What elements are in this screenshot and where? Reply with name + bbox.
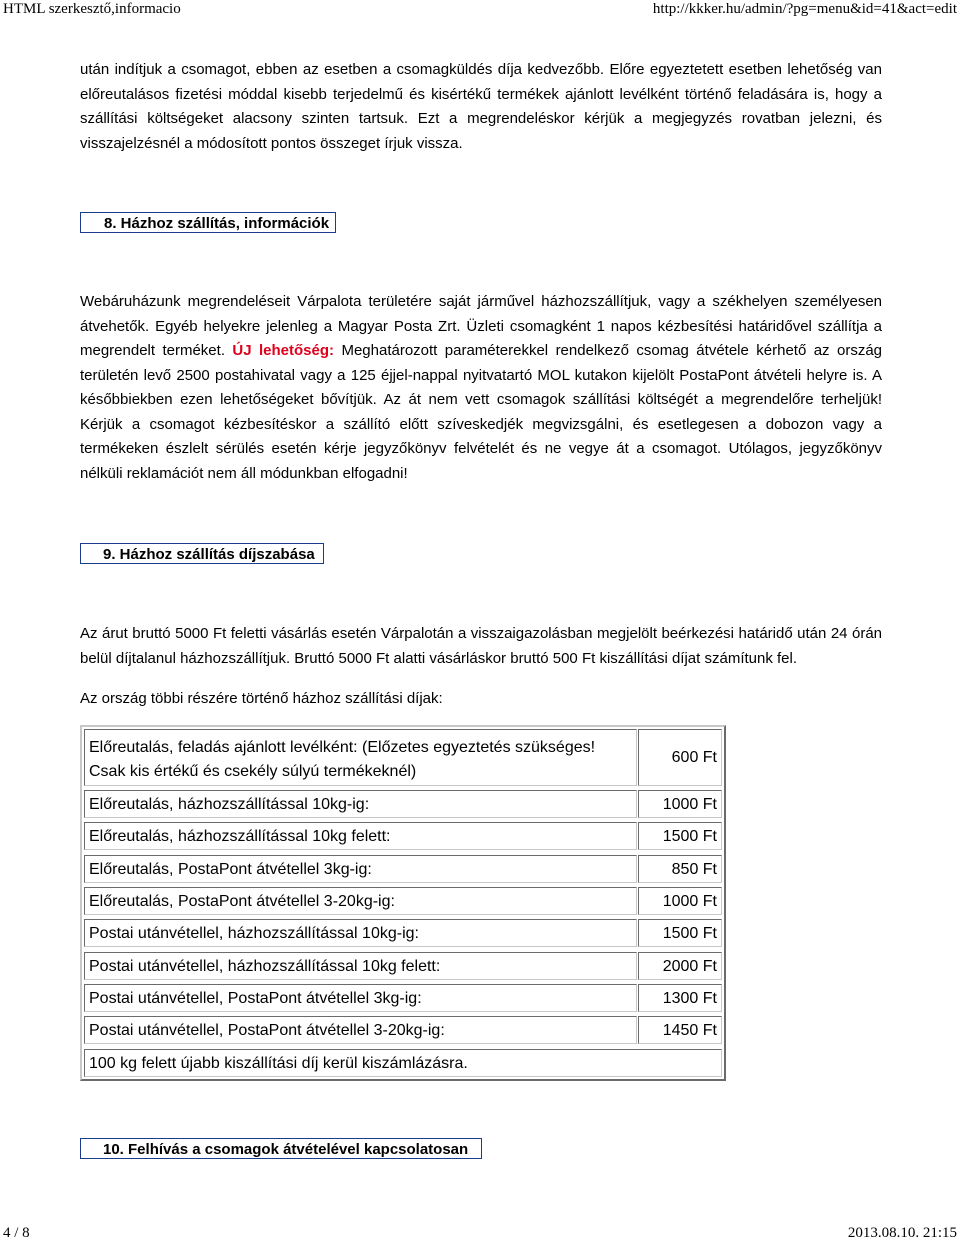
print-datetime: 2013.08.10. 21:15 bbox=[847, 1225, 957, 1241]
page-number: 4 / 8 bbox=[3, 1225, 30, 1241]
table-row-price: 1500 Ft bbox=[638, 822, 722, 850]
table-footer-row: 100 kg felett újabb kiszállítási díj kerül kiszámlázásra. bbox=[84, 1049, 722, 1077]
section-10-heading-text: 10. Felhívás a csomagok átvételével kapcsolatosan bbox=[103, 1141, 469, 1158]
section-8-paragraph bbox=[80, 290, 882, 486]
section-9-paragraph-1 bbox=[80, 622, 882, 671]
table-row-label: Előreutalás, házhozszállítással 10kg felett: bbox=[84, 822, 637, 850]
new-option-highlight: ÚJ lehetőség: bbox=[232, 342, 335, 359]
table-row-price: 1000 Ft bbox=[638, 887, 722, 915]
table-row-label: Postai utánvétellel, házhozszállítással 10kg-ig: bbox=[84, 919, 637, 947]
table-row-label: Előreutalás, PostaPont átvétellel 3kg-ig: bbox=[84, 855, 637, 883]
table-row-label: Előreutalás, feladás ajánlott levélként: (Előzetes egyeztetés szükséges! Csak kis értékű és csekély súlyú termékeknél) bbox=[84, 729, 637, 786]
section-10-heading bbox=[80, 1138, 482, 1159]
table-row-price: 1450 Ft bbox=[638, 1016, 722, 1044]
section-8-text-after: Meghatározott paraméterekkel rendelkező csomag átvétele kérhető az ország területén levő 2500 postahivatal vagy a 125 éjjel-nappal nyitvatartó MOL kutakon kijelölt PostaPont átvételi helyre is. A későbbiekben ezen lehetőségeket bővítjük. Az át nem vett csomagok szállítási költségét a megrendelőre terheljük! Kérjük a csomagot kézbesítéskor a szállító előtt szíveskedjék megvizsgálni, és esetlegesen a dobozon vagy a termékeken észlelt sérülés esetén kérje jegyzőkönyv felvételét és ne vegye át a csomagot. Utólagos, jegyzőkönyv nélküli reklamációt nem áll módunkban elfogadni! bbox=[80, 342, 883, 482]
section-8-text-before: Webáruházunk megrendeléseit Várpalota területére saját járművel házhozszállítjuk, vagy a székhelyen személyesen átvehetők. Egyéb helyekre jelenleg a Magyar Posta Zrt. Üzleti csomagként 1 napos kézbesítési határidővel szállítja a megrendelt terméket. bbox=[80, 293, 882, 359]
table-row-price: 1500 Ft bbox=[638, 919, 722, 947]
table-row-price: 1000 Ft bbox=[638, 790, 722, 818]
section-8-heading-text: 8. Házhoz szállítás, információk bbox=[104, 215, 330, 232]
section-9-heading bbox=[80, 543, 324, 564]
section-8-heading bbox=[80, 212, 336, 233]
table-row-label: Postai utánvétellel, házhozszállítással 10kg felett: bbox=[84, 952, 637, 980]
table-row-label: Postai utánvétellel, PostaPont átvétellel 3-20kg-ig: bbox=[84, 1016, 637, 1044]
shipping-price-table bbox=[80, 725, 726, 1081]
table-row-price: 600 Ft bbox=[638, 729, 722, 786]
intro-paragraph bbox=[80, 58, 882, 156]
page-url: http://kkker.hu/admin/?pg=menu&id=41&act=edit bbox=[652, 1, 957, 17]
section-9-text-2: Az ország többi részére történő házhoz szállítási díjak: bbox=[80, 690, 443, 707]
intro-text: után indítjuk a csomagot, ebben az esetben a csomagküldés díja kedvezőbb. Előre egyeztetett esetben lehetőség van előreutalásos fizetési móddal kisebb terjedelmű és kisértékű termékek ajánlott levélként történő feladására is, hogy a szállítási költségeket alacsony szinten tartsuk. Ezt a megrendeléskor kérjük a megjegyzés rovatban jelezni, és visszajelzésnél a módosított pontos összeget írjuk vissza. bbox=[80, 61, 882, 152]
table-row-price: 850 Ft bbox=[638, 855, 722, 883]
table-row-label: Előreutalás, PostaPont átvétellel 3-20kg-ig: bbox=[84, 887, 637, 915]
section-9-text-1: Az árut bruttó 5000 Ft feletti vásárlás esetén Várpalotán a visszaigazolásban megjelölt beérkezési határidő után 24 órán belül díjtalanul házhozszállítjuk. Bruttó 5000 Ft alatti vásárláskor bruttó 500 Ft kiszállítási díjat számítunk fel. bbox=[80, 625, 882, 667]
document-title: HTML szerkesztő,informacio bbox=[3, 1, 181, 17]
table-row-price: 1300 Ft bbox=[638, 984, 722, 1012]
table-row-label: Előreutalás, házhozszállítással 10kg-ig: bbox=[84, 790, 637, 818]
table-row-label: Postai utánvétellel, PostaPont átvétellel 3kg-ig: bbox=[84, 984, 637, 1012]
table-row-price: 2000 Ft bbox=[638, 952, 722, 980]
section-9-paragraph-2 bbox=[80, 687, 882, 712]
section-9-heading-text: 9. Házhoz szállítás díjszabása bbox=[103, 546, 315, 563]
